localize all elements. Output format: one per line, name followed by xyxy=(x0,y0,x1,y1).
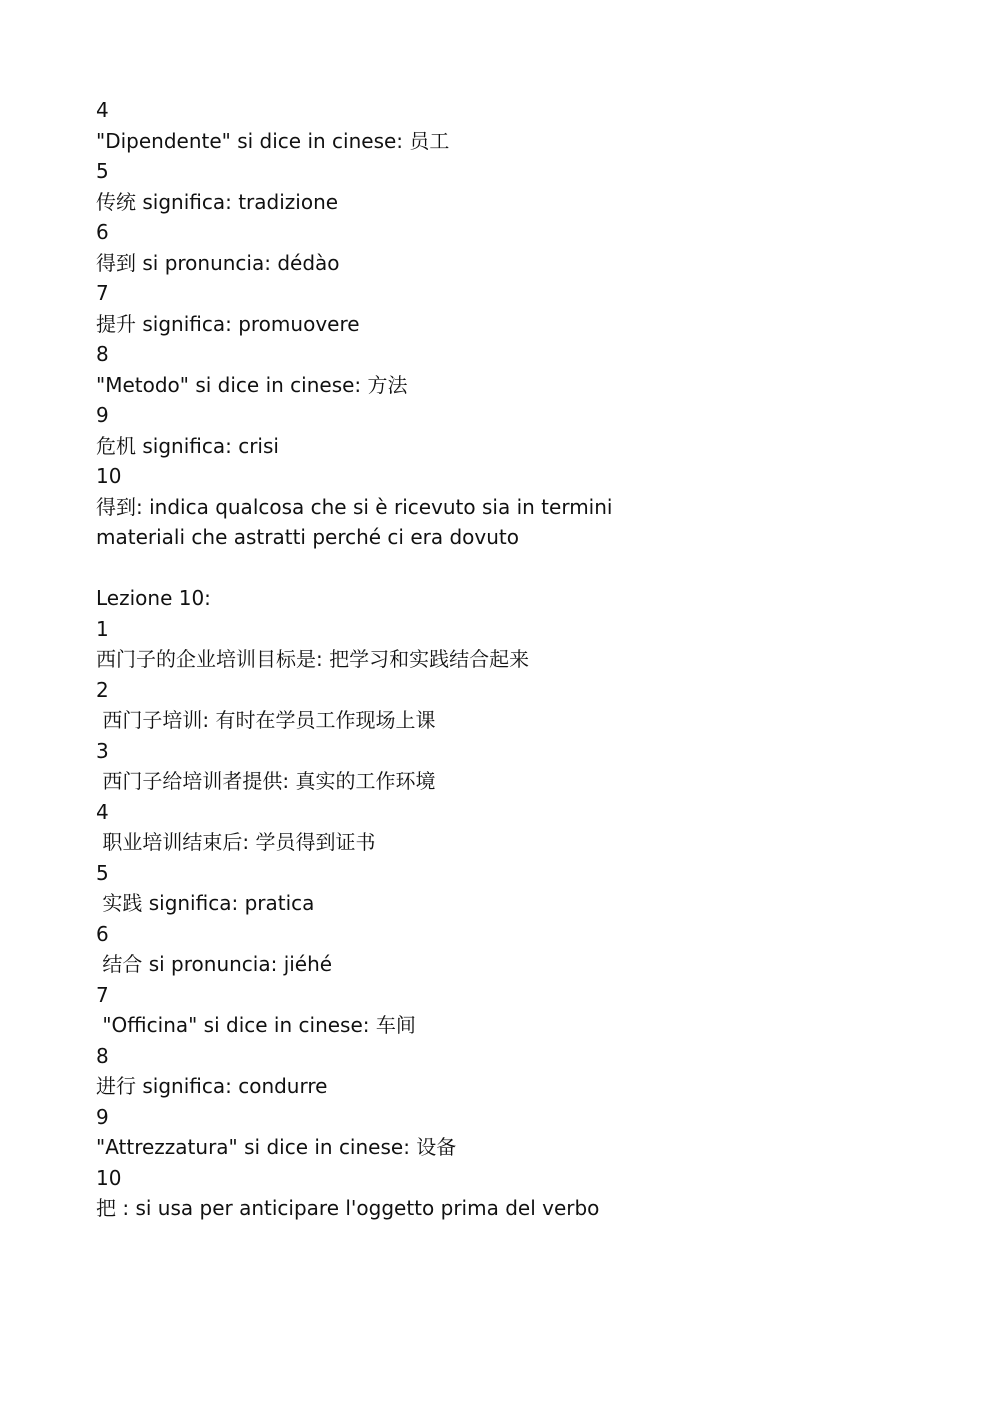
answer-line: "Metodo" si dice in cinese: 方法 xyxy=(96,372,408,397)
question-number: 5 xyxy=(96,159,109,183)
answer-line: 提升 significa: promuovere xyxy=(96,311,360,336)
question-number: 1 xyxy=(96,616,109,641)
answer-line: 得到 si pronuncia: dédào xyxy=(96,250,340,275)
answer-line: "Dipendente" si dice in cinese: 员工 xyxy=(96,128,450,153)
answer-line: 职业培训结束后: 学员得到证书 xyxy=(96,830,376,854)
question-number: 9 xyxy=(96,403,109,427)
question-number: 8 xyxy=(96,1043,109,1068)
blank-line xyxy=(96,553,656,584)
answer-line: 结合 si pronuncia: jiéhé xyxy=(96,952,333,976)
answer-line: 得到: indica qualcosa che si è ricevuto sia in termini xyxy=(96,494,613,519)
document-page xyxy=(96,95,656,1224)
answer-line: "Officina" si dice in cinese: 车间 xyxy=(96,1013,416,1037)
question-number: 6 xyxy=(96,220,109,244)
answer-line: 传统 significa: tradizione xyxy=(96,189,339,214)
question-number: 9 xyxy=(96,1104,109,1129)
answer-line-continuation: materiali che astratti perché ci era dovuto xyxy=(96,525,520,549)
question-number: 8 xyxy=(96,342,109,366)
answer-line: 实践 significa: pratica xyxy=(96,891,315,915)
question-number: 2 xyxy=(96,677,109,702)
question-number: 10 xyxy=(96,1165,122,1190)
question-number: 6 xyxy=(96,921,109,946)
answer-line: 把 : si usa per anticipare l'oggetto prima del verbo xyxy=(96,1196,600,1220)
question-number: 5 xyxy=(96,860,109,885)
answer-line: "Attrezzatura" si dice in cinese: 设备 xyxy=(96,1135,457,1159)
answer-line: 西门子培训: 有时在学员工作现场上课 xyxy=(96,708,436,732)
question-number: 4 xyxy=(96,799,109,824)
answer-line: 西门子的企业培训目标是: 把学习和实践结合起来 xyxy=(96,647,530,671)
answer-line: 危机 significa: crisi xyxy=(96,433,279,458)
answer-line: 西门子给培训者提供: 真实的工作环境 xyxy=(96,769,436,793)
answer-line: 进行 significa: condurre xyxy=(96,1074,328,1098)
question-number: 10 xyxy=(96,464,122,488)
question-number: 4 xyxy=(96,98,109,122)
question-number: 7 xyxy=(96,982,109,1007)
question-number: 3 xyxy=(96,738,109,763)
question-number: 7 xyxy=(96,281,109,305)
section-title: Lezione 10: xyxy=(96,586,211,610)
